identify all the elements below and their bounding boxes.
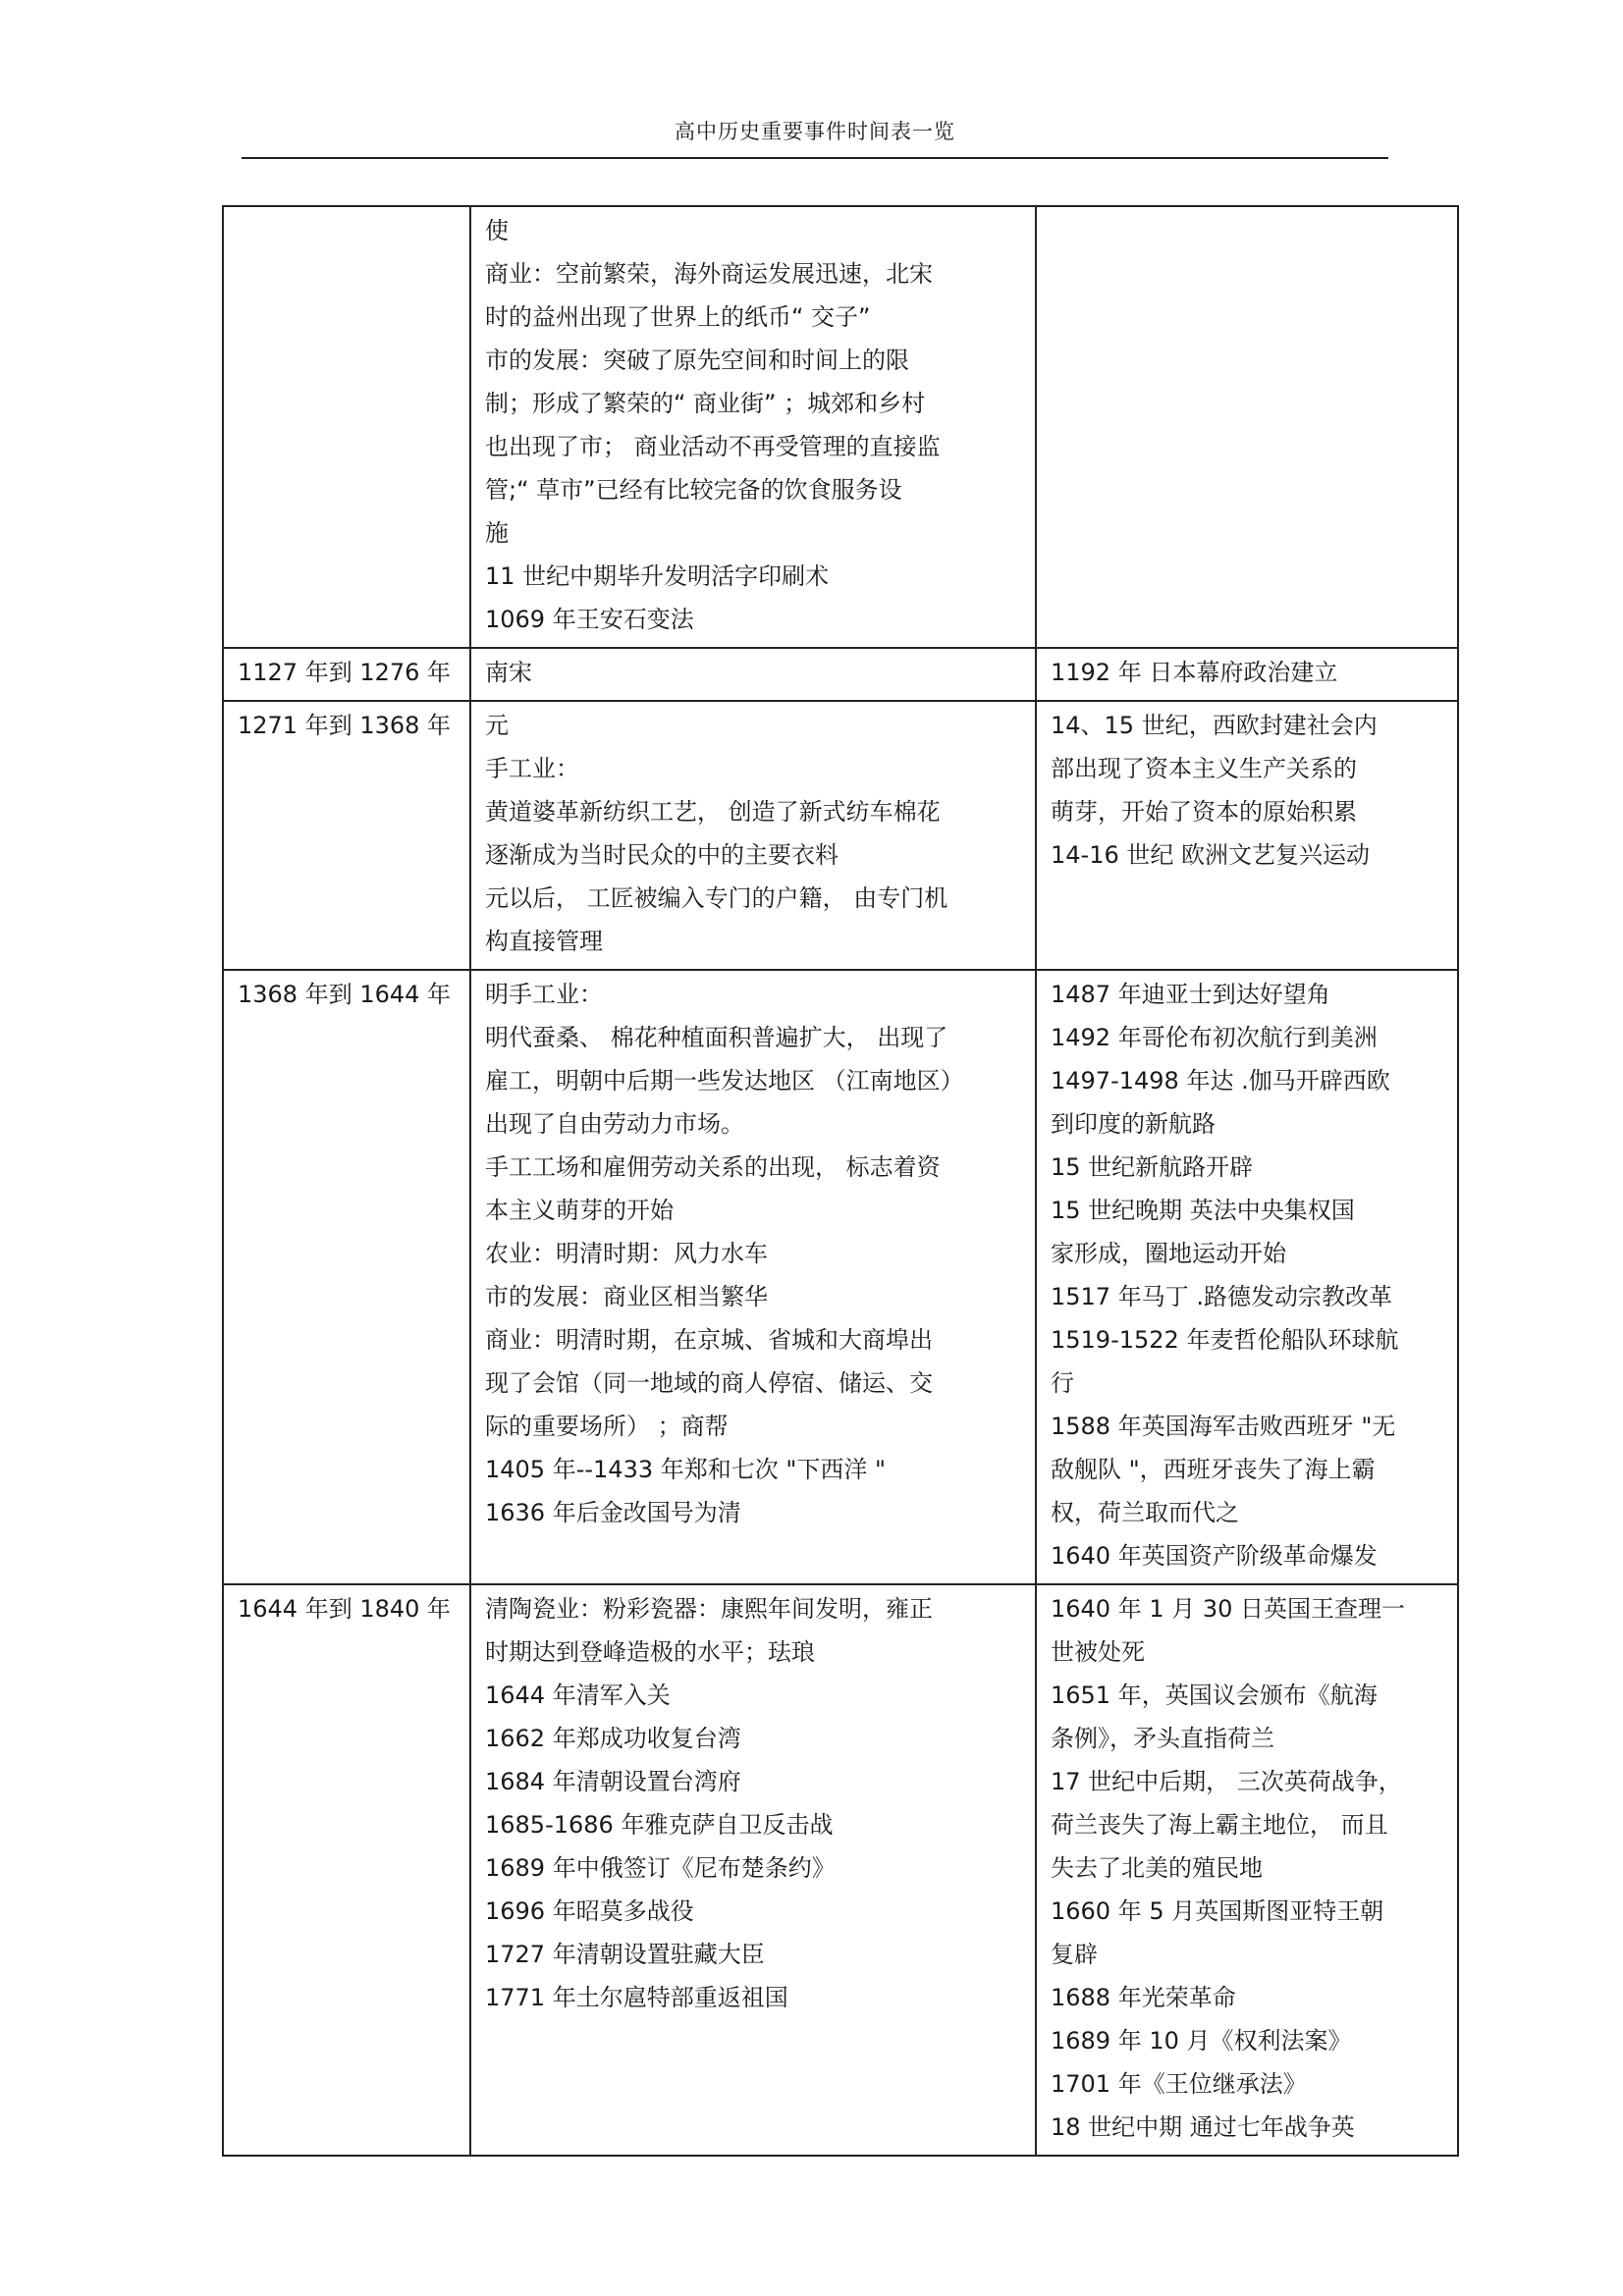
world-events-cell: [1036, 206, 1458, 648]
event-line: 1492 年哥伦布初次航行到美洲: [1051, 1024, 1378, 1051]
event-line: 构直接管理: [485, 928, 603, 955]
event-line: 明代蚕桑、 棉花种植面积普遍扩大， 出现了: [485, 1024, 948, 1051]
world-events-cell: [1036, 1584, 1458, 2156]
event-line: 1519-1522 年麦哲伦船队环球航: [1051, 1326, 1399, 1354]
event-line: 1771 年土尔扈特部重返祖国: [485, 1984, 788, 2011]
event-line: 敌舰队 "，西班牙丧失了海上霸: [1051, 1456, 1376, 1483]
event-line: 世被处死: [1051, 1638, 1145, 1666]
event-line: 14、15 世纪，西欧封建社会内: [1051, 712, 1378, 739]
event-line: 1497-1498 年达 .伽马开辟西欧: [1051, 1067, 1390, 1095]
event-line: 家形成，圈地运动开始: [1051, 1240, 1286, 1267]
event-line: 1696 年昭莫多战役: [485, 1897, 694, 1925]
event-line: 1636 年后金改国号为清: [485, 1499, 741, 1526]
event-line: 1487 年迪亚士到达好望角: [1051, 981, 1330, 1008]
event-line: 制；形成了繁荣的“ 商业街” ；城郊和乡村: [485, 390, 926, 417]
page-header-title: 高中历史重要事件时间表一览: [675, 120, 955, 143]
event-line: 1069 年王安石变法: [485, 606, 694, 633]
event-line: 明手工业：: [485, 981, 603, 1008]
event-line: 施: [485, 519, 509, 547]
event-line: 元: [485, 712, 509, 739]
event-line: 15 世纪晚期 英法中央集权国: [1051, 1197, 1355, 1224]
event-line: 1588 年英国海军击败西班牙 "无: [1051, 1413, 1396, 1440]
event-line: 17 世纪中后期， 三次英荷战争，: [1051, 1768, 1402, 1795]
event-line: 黄道婆革新纺织工艺， 创造了新式纺车棉花: [485, 798, 941, 826]
timeline-body: [223, 206, 1458, 2156]
table-row: [223, 1584, 1458, 2156]
event-line: 1405 年--1433 年郑和七次 "下西洋 ": [485, 1456, 887, 1483]
event-line: 1684 年清朝设置台湾府: [485, 1768, 741, 1795]
event-line: 际的重要场所） ；商帮: [485, 1413, 729, 1440]
event-line: 逐渐成为当时民众的中的主要衣料: [485, 841, 839, 869]
event-line: 行: [1051, 1369, 1074, 1397]
event-line: 14-16 世纪 欧洲文艺复兴运动: [1051, 841, 1370, 869]
event-line: 时的益州出现了世界上的纸币“ 交子”: [485, 303, 871, 331]
table-row: [223, 701, 1458, 970]
period-cell: 1368 年到 1644 年: [223, 970, 470, 1584]
world-events-cell: [1036, 648, 1458, 701]
event-line: 手工业：: [485, 755, 579, 782]
event-line: 南宋: [485, 659, 532, 686]
table-row: [223, 648, 1458, 701]
event-line: 手工工场和雇佣劳动关系的出现， 标志着资: [485, 1153, 941, 1181]
event-line: 商业：明清时期，在京城、省城和大商埠出: [485, 1326, 933, 1354]
event-line: 使: [485, 217, 509, 244]
event-line: 1660 年 5 月英国斯图亚特王朝: [1051, 1897, 1384, 1925]
event-line: 11 世纪中期毕升发明活字印刷术: [485, 562, 830, 590]
event-line: 1689 年中俄签订《尼布楚条约》: [485, 1854, 836, 1882]
period-cell: [223, 206, 470, 648]
event-line: 元以后， 工匠被编入专门的户籍， 由专门机: [485, 884, 948, 912]
event-line: 1701 年《王位继承法》: [1051, 2070, 1307, 2098]
event-line: 1651 年，英国议会颁布《航海: [1051, 1682, 1378, 1709]
china-events-cell: [470, 1584, 1036, 2156]
event-line: 1689 年 10 月《权利法案》: [1051, 2027, 1352, 2055]
event-line: 市的发展：突破了原先空间和时间上的限: [485, 347, 909, 374]
history-timeline-table: [222, 205, 1459, 2157]
event-line: 1640 年 1 月 30 日英国王查理一: [1051, 1595, 1406, 1623]
china-events-cell: [470, 970, 1036, 1584]
event-line: 1662 年郑成功收复台湾: [485, 1725, 741, 1752]
event-line: 复辟: [1051, 1941, 1098, 1968]
event-line: 时期达到登峰造极的水平；珐琅: [485, 1638, 815, 1666]
event-line: 荷兰丧失了海上霸主地位， 而且: [1051, 1811, 1388, 1839]
event-line: 萌芽，开始了资本的原始积累: [1051, 798, 1357, 826]
period-cell: 1271 年到 1368 年: [223, 701, 470, 970]
event-line: 1685-1686 年雅克萨自卫反击战: [485, 1811, 834, 1839]
china-events-cell: [470, 648, 1036, 701]
header-divider: [242, 157, 1388, 159]
event-line: 本主义萌芽的开始: [485, 1197, 674, 1224]
china-events-cell: [470, 701, 1036, 970]
world-events-cell: [1036, 701, 1458, 970]
event-line: 管;“ 草市”已经有比较完备的饮食服务设: [485, 476, 902, 504]
period-cell: 1644 年到 1840 年: [223, 1584, 470, 2156]
event-line: 也出现了市； 商业活动不再受管理的直接监: [485, 433, 941, 460]
event-line: 权，荷兰取而代之: [1051, 1499, 1239, 1526]
event-line: 出现了自由劳动力市场。: [485, 1110, 744, 1138]
china-events-cell: [470, 206, 1036, 648]
event-line: 1688 年光荣革命: [1051, 1984, 1236, 2011]
event-line: 1644 年清军入关: [485, 1682, 671, 1709]
table-row: [223, 206, 1458, 648]
event-line: 农业：明清时期：风力水车: [485, 1240, 768, 1267]
event-line: 1192 年 日本幕府政治建立: [1051, 659, 1338, 686]
table-row: [223, 970, 1458, 1584]
event-line: 15 世纪新航路开辟: [1051, 1153, 1254, 1181]
event-line: 部出现了资本主义生产关系的: [1051, 755, 1357, 782]
event-line: 18 世纪中期 通过七年战争英: [1051, 2113, 1355, 2141]
event-line: 清陶瓷业：粉彩瓷器：康熙年间发明，雍正: [485, 1595, 933, 1623]
period-cell: 1127 年到 1276 年: [223, 648, 470, 701]
event-line: 市的发展：商业区相当繁华: [485, 1283, 768, 1310]
event-line: 商业：空前繁荣，海外商运发展迅速，北宋: [485, 260, 933, 288]
event-line: 1640 年英国资产阶级革命爆发: [1051, 1542, 1378, 1570]
event-line: 条例》，矛头直指荷兰: [1051, 1725, 1274, 1752]
event-line: 到印度的新航路: [1051, 1110, 1216, 1138]
event-line: 失去了北美的殖民地: [1051, 1854, 1263, 1882]
event-line: 现了会馆（同一地域的商人停宿、储运、交: [485, 1369, 933, 1397]
event-line: 1727 年清朝设置驻藏大臣: [485, 1941, 765, 1968]
event-line: 雇工，明朝中后期一些发达地区 （江南地区）: [485, 1067, 964, 1095]
world-events-cell: [1036, 970, 1458, 1584]
event-line: 1517 年马丁 .路德发动宗教改革: [1051, 1283, 1392, 1310]
